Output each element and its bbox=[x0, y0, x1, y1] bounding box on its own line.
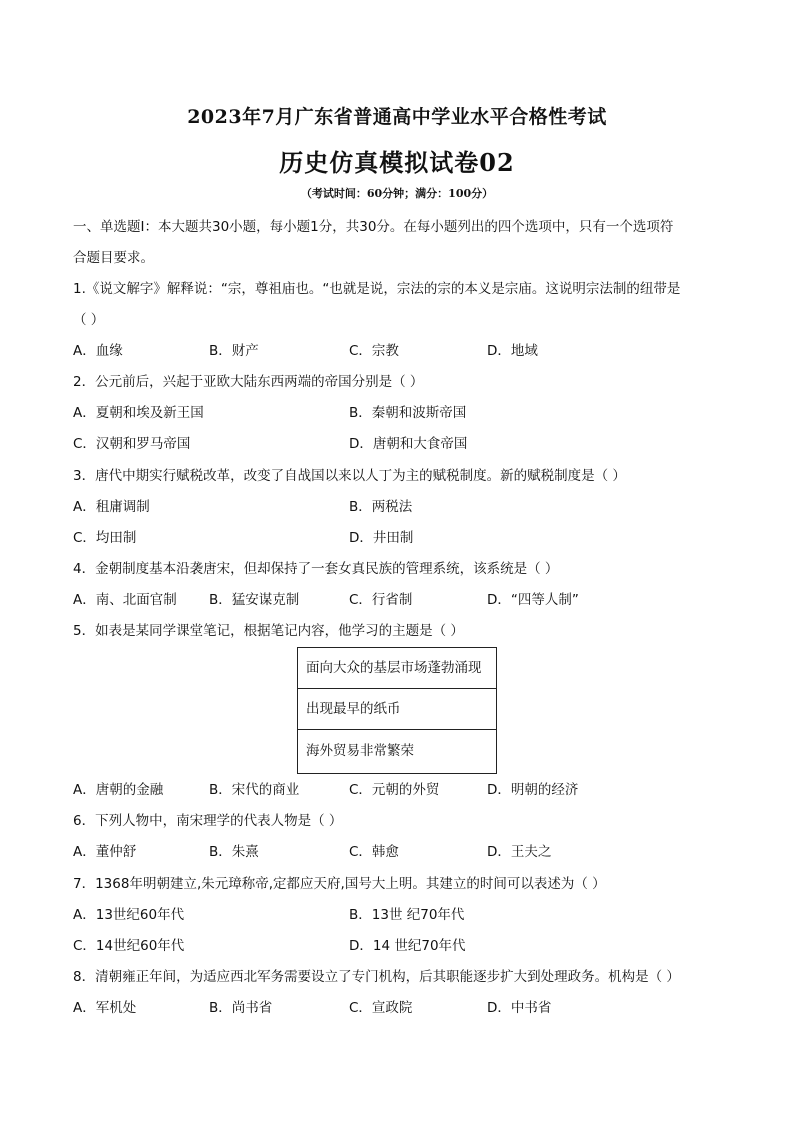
question-5-option-d[interactable]: D．明朝的经济 bbox=[487, 782, 579, 798]
question-8-stem: 8．清朝雍正年间，为适应西北军务需要设立了专门机构，后其职能逐步扩大到处理政务。机构是（ ） bbox=[73, 969, 680, 985]
notes-table-row: 面向大众的基层市场蓬勃涌现 bbox=[298, 648, 496, 689]
question-7-stem: 7．1368年明朝建立,朱元璋称帝,定都应天府,国号大上明。其建立的时间可以表述为（ ） bbox=[73, 876, 606, 892]
question-8-option-a[interactable]: A．军机处 bbox=[73, 1000, 137, 1016]
question-4-option-b[interactable]: B．猛安谋克制 bbox=[209, 592, 300, 608]
question-2-option-c[interactable]: C．汉朝和罗马帝国 bbox=[73, 436, 191, 452]
question-5-stem: 5．如表是某同学课堂笔记，根据笔记内容，他学习的主题是（ ） bbox=[73, 623, 464, 639]
section-intro-line1: 一、单选题Ⅰ：本大题共30小题，每小题1分，共30分。在每小题列出的四个选项中，只有一个选项符 bbox=[73, 219, 674, 235]
question-7-option-d[interactable]: D．14 世纪70年代 bbox=[349, 938, 466, 954]
question-3-stem: 3．唐代中期实行赋税改革，改变了自战国以来以人丁为主的赋税制度。新的赋税制度是（ ） bbox=[73, 468, 626, 484]
question-1-option-b[interactable]: B．财产 bbox=[209, 343, 259, 359]
question-1-stem: 1.《说文解字》解释说：“宗，尊祖庙也。“也就是说，宗法的宗的本义是宗庙。这说明宗法制的纽带是 bbox=[73, 281, 681, 297]
question-4-stem: 4．金朝制度基本沿袭唐宋，但却保持了一套女真民族的管理系统，该系统是（ ） bbox=[73, 561, 559, 577]
question-7-option-b[interactable]: B．13世 纪70年代 bbox=[349, 907, 465, 923]
question-6-option-c[interactable]: C．韩愈 bbox=[349, 844, 399, 860]
notes-table-row: 出现最早的纸币 bbox=[298, 689, 496, 730]
question-3-option-a[interactable]: A．租庸调制 bbox=[73, 499, 150, 515]
question-7-option-c[interactable]: C．14世纪60年代 bbox=[73, 938, 185, 954]
section-intro-line2: 合题目要求。 bbox=[73, 250, 154, 266]
question-8-option-b[interactable]: B．尚书省 bbox=[209, 1000, 273, 1016]
question-5-option-c[interactable]: C．元朝的外贸 bbox=[349, 782, 440, 798]
question-5-option-b[interactable]: B．宋代的商业 bbox=[209, 782, 300, 798]
exam-info: （考试时间：60分钟；满分：100分） bbox=[300, 187, 494, 200]
question-4-option-a[interactable]: A．南、北面官制 bbox=[73, 592, 177, 608]
question-2-option-d[interactable]: D．唐朝和大食帝国 bbox=[349, 436, 468, 452]
question-6-stem: 6．下列人物中，南宋理学的代表人物是（ ） bbox=[73, 813, 343, 829]
question-2-stem: 2．公元前后，兴起于亚欧大陆东西两端的帝国分别是（ ） bbox=[73, 374, 424, 390]
question-1-option-a[interactable]: A．血缘 bbox=[73, 343, 123, 359]
question-3-option-d[interactable]: D．井田制 bbox=[349, 530, 414, 546]
question-6-option-a[interactable]: A．董仲舒 bbox=[73, 844, 137, 860]
question-6-option-d[interactable]: D．王夫之 bbox=[487, 844, 552, 860]
question-1-option-d[interactable]: D．地域 bbox=[487, 343, 538, 359]
question-4-option-d[interactable]: D．“四等人制” bbox=[487, 592, 579, 608]
question-3-option-b[interactable]: B．两税法 bbox=[349, 499, 413, 515]
question-2-option-a[interactable]: A．夏朝和埃及新王国 bbox=[73, 405, 204, 421]
question-6-option-b[interactable]: B．朱熹 bbox=[209, 844, 259, 860]
question-5-option-a[interactable]: A．唐朝的金融 bbox=[73, 782, 164, 798]
question-1-stem-cont: （ ） bbox=[73, 312, 105, 328]
question-2-option-b[interactable]: B．秦朝和波斯帝国 bbox=[349, 405, 467, 421]
question-7-option-a[interactable]: A．13世纪60年代 bbox=[73, 907, 185, 923]
notes-table-row: 海外贸易非常繁荣 bbox=[306, 743, 414, 759]
exam-subtitle: 历史仿真模拟试卷02 bbox=[279, 148, 515, 177]
question-8-option-c[interactable]: C．宣政院 bbox=[349, 1000, 413, 1016]
question-3-option-c[interactable]: C．均田制 bbox=[73, 530, 137, 546]
exam-title: 2023年7月广东省普通高中学业水平合格性考试 bbox=[187, 106, 607, 128]
notes-table bbox=[297, 647, 497, 774]
question-8-option-d[interactable]: D．中书省 bbox=[487, 1000, 552, 1016]
question-1-option-c[interactable]: C．宗教 bbox=[349, 343, 399, 359]
question-4-option-c[interactable]: C．行省制 bbox=[349, 592, 413, 608]
